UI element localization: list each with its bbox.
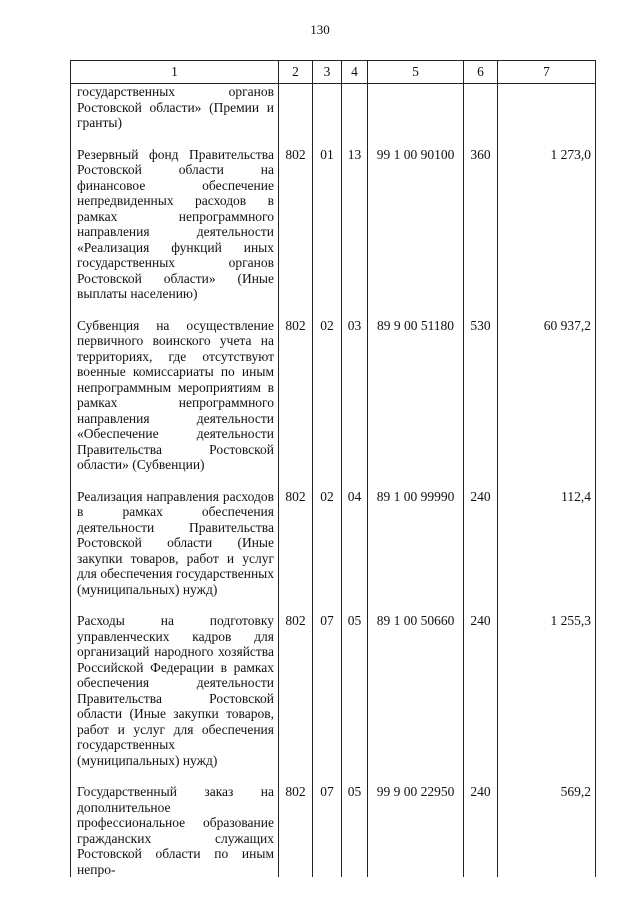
grbs-code: 802	[279, 318, 313, 473]
subsection-code: 05	[342, 613, 368, 768]
target-article-code: 99 1 00 90100	[368, 147, 464, 302]
amount	[498, 84, 596, 131]
column-header: 2	[279, 61, 313, 84]
amount: 112,4	[498, 489, 596, 598]
section-code: 01	[313, 147, 342, 302]
target-article-code: 89 1 00 99990	[368, 489, 464, 598]
row-description: Реализация направления расходов в рамках обеспечения деятельности Правительства Ростовской области (Иные закупки товаров, работ и услуг для обеспечения государственных (муниципальных) нужд)	[71, 489, 279, 598]
row-spacer	[71, 302, 596, 318]
target-article-code: 99 9 00 22950	[368, 784, 464, 877]
table-row	[71, 613, 596, 768]
target-article-code: 89 9 00 51180	[368, 318, 464, 473]
amount: 60 937,2	[498, 318, 596, 473]
row-description: государственных органов Ростовской области» (Премии и гранты)	[71, 84, 279, 131]
section-code: 02	[313, 489, 342, 598]
row-spacer	[71, 768, 596, 784]
expense-type-code: 240	[464, 489, 498, 598]
section-code	[313, 84, 342, 131]
amount: 1 255,3	[498, 613, 596, 768]
column-header: 1	[71, 61, 279, 84]
table-row	[71, 84, 596, 131]
page-number: 130	[310, 22, 330, 37]
row-description: Резервный фонд Правительства Ростовской области на финансовое обеспечение непредвиденных расходов в рамках непрограммного направления деятельности «Реализация функций иных государственных органов Ростовской области» (Иные выплаты населению)	[71, 147, 279, 302]
row-spacer	[71, 597, 596, 613]
subsection-code: 04	[342, 489, 368, 598]
expense-type-code: 240	[464, 784, 498, 877]
subsection-code: 05	[342, 784, 368, 877]
table-row	[71, 318, 596, 473]
row-spacer	[71, 131, 596, 147]
header-row	[71, 61, 596, 84]
column-header: 4	[342, 61, 368, 84]
amount: 569,2	[498, 784, 596, 877]
column-header: 7	[498, 61, 596, 84]
column-header: 5	[368, 61, 464, 84]
grbs-code: 802	[279, 613, 313, 768]
row-description: Государственный заказ на дополнительное профессиональное образование гражданских служащих Ростовской области по иным непро-	[71, 784, 279, 877]
grbs-code	[279, 84, 313, 131]
target-article-code: 89 1 00 50660	[368, 613, 464, 768]
column-header: 3	[313, 61, 342, 84]
table-row	[71, 784, 596, 877]
row-description: Субвенция на осуществление первичного воинского учета на территориях, где отсутствуют военные комиссариаты по иным непрограммным мероприятиям в рамках непрограммного направления деятельности «Обеспечение деятельности Правительства Ростовской области» (Субвенции)	[71, 318, 279, 473]
table-row	[71, 489, 596, 598]
section-code: 07	[313, 784, 342, 877]
column-header: 6	[464, 61, 498, 84]
amount: 1 273,0	[498, 147, 596, 302]
grbs-code: 802	[279, 147, 313, 302]
row-spacer	[71, 473, 596, 489]
section-code: 02	[313, 318, 342, 473]
section-code: 07	[313, 613, 342, 768]
subsection-code: 03	[342, 318, 368, 473]
expense-type-code	[464, 84, 498, 131]
subsection-code	[342, 84, 368, 131]
expense-type-code: 530	[464, 318, 498, 473]
grbs-code: 802	[279, 784, 313, 877]
grbs-code: 802	[279, 489, 313, 598]
subsection-code: 13	[342, 147, 368, 302]
target-article-code	[368, 84, 464, 131]
table-row	[71, 147, 596, 302]
expense-type-code: 240	[464, 613, 498, 768]
row-description: Расходы на подготовку управленческих кадров для организаций народного хозяйства Российской Федерации в рамках обеспечения деятельности Правительства Ростовской области (Иные закупки товаров, работ и услуг для обеспечения государственных (муниципальных) нужд)	[71, 613, 279, 768]
budget-table	[70, 60, 596, 877]
expense-type-code: 360	[464, 147, 498, 302]
